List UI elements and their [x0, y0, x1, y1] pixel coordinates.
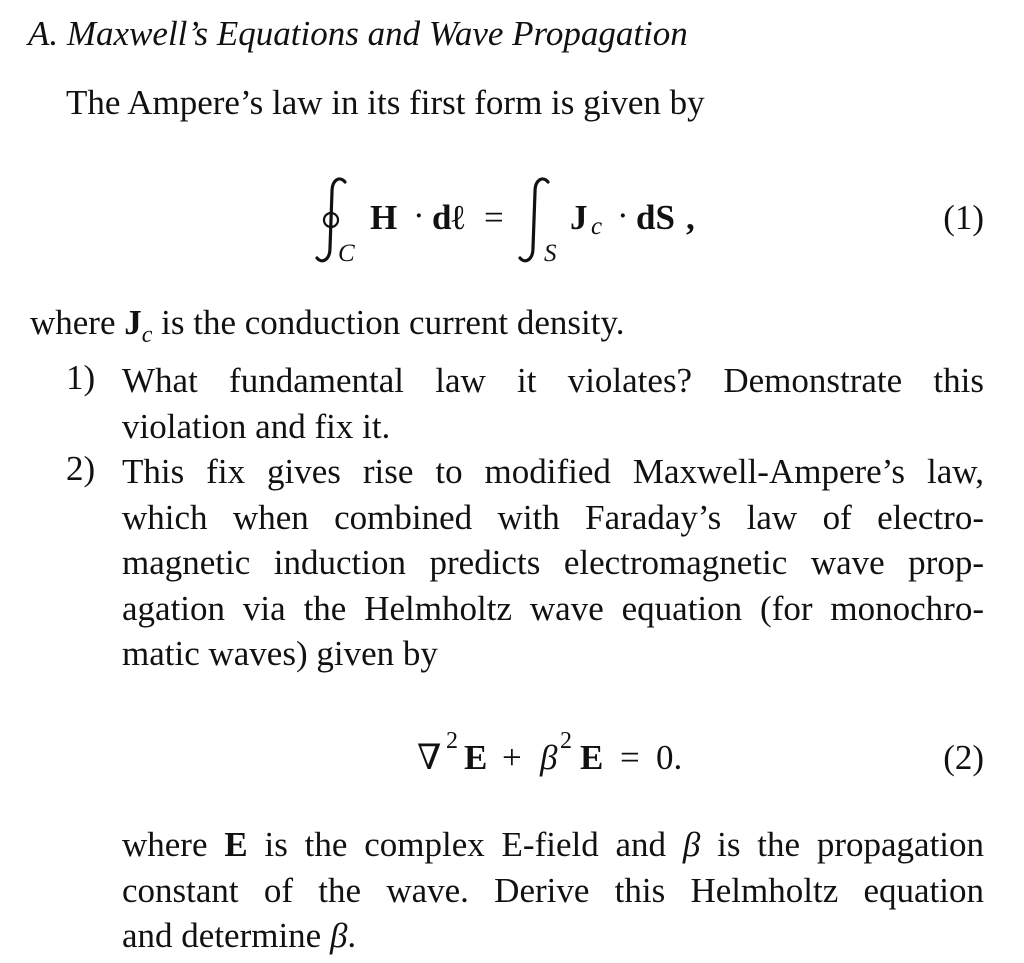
- eq1-J-subscript: c: [591, 213, 603, 240]
- eq2-E2: E: [580, 738, 604, 777]
- where1-J: J: [124, 303, 142, 342]
- where-efield-paragraph: [122, 822, 984, 959]
- where2-beta-2: β: [329, 916, 348, 955]
- eq1-equals: =: [484, 198, 504, 237]
- item-2-line: magnetic induction predicts electromagnetic wave prop-: [122, 543, 984, 582]
- item-2-line: This fix gives rise to modified Maxwell-Ampere’s law,: [122, 452, 984, 491]
- where2-line3-pre: and determine: [122, 916, 322, 955]
- eq1-dS: dS: [636, 198, 675, 237]
- where1-pre: where: [30, 303, 116, 342]
- eq2-beta: β: [540, 738, 558, 777]
- eq2-nabla: ∇: [417, 738, 442, 777]
- eq1-H: H: [370, 198, 398, 237]
- item-1-line: violation and fix it.: [122, 406, 391, 446]
- where2-line-3: [122, 913, 984, 959]
- where2-line-1: [122, 822, 984, 868]
- eq1-J: J: [570, 198, 588, 237]
- equation-1-number: (1): [943, 198, 984, 237]
- eq1-dot-2: ·: [617, 196, 629, 235]
- item-1-number: 1): [66, 358, 96, 397]
- item-1-text: [122, 358, 984, 449]
- eq1-comma: ,: [686, 198, 695, 237]
- intro-paragraph: The Ampere’s law in its first form is given by: [66, 83, 705, 122]
- item-2-line: agation via the Helmholtz wave equation (for monochro-: [122, 588, 984, 628]
- item-2-line: which when combined with Faraday’s law of electro-: [122, 497, 984, 537]
- equation-2-number: (2): [943, 738, 984, 777]
- where2-line-2: constant of the wave. Derive this Helmholtz equation: [122, 870, 984, 910]
- item-2-text: [122, 449, 984, 677]
- where2-w2: is the complex E-field and: [264, 825, 667, 864]
- where2-E: E: [224, 825, 248, 864]
- contour-subscript: C: [338, 240, 355, 267]
- where1-J-subscript: c: [141, 322, 153, 348]
- eq1-dot-1: ·: [413, 196, 425, 235]
- surface-subscript: S: [544, 240, 557, 267]
- section-title-text: Maxwell’s Equations and Wave Propagation: [66, 14, 688, 53]
- where2-beta: β: [682, 825, 701, 864]
- where2-line3-post: .: [347, 916, 357, 955]
- eq2-plus: +: [502, 738, 522, 777]
- section-label: A.: [28, 14, 59, 53]
- eq2-beta-superscript: 2: [560, 728, 572, 754]
- where2-w3: is the propagation: [717, 825, 985, 864]
- where1-post: is the conduction current density.: [161, 303, 625, 342]
- eq2-equals: =: [620, 738, 640, 777]
- where2-w1: where: [122, 825, 208, 864]
- item-2-line: matic waves) given by: [122, 634, 438, 673]
- eq2-zero: 0.: [656, 738, 683, 777]
- eq2-nabla-superscript: 2: [446, 728, 458, 754]
- item-1-line: What fundamental law it violates? Demonstrate this: [122, 361, 984, 400]
- eq1-dl: dℓ: [432, 198, 465, 237]
- section-heading: [28, 14, 688, 54]
- where-conduction-paragraph: [30, 300, 624, 350]
- item-2-number: 2): [66, 449, 96, 488]
- eq2-E1: E: [464, 738, 488, 777]
